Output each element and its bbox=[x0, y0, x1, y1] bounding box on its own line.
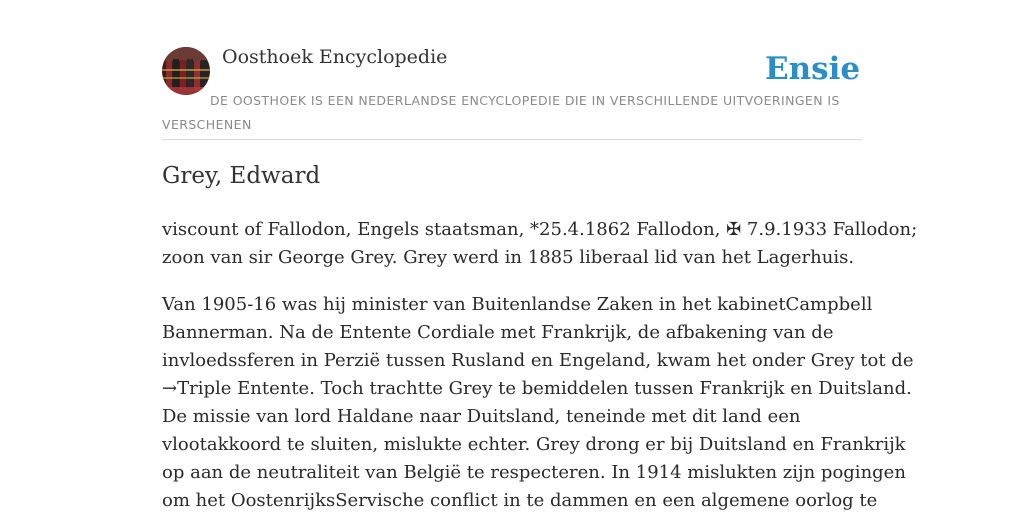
site-title[interactable]: Oosthoek Encyclopedie bbox=[222, 46, 448, 68]
paragraph-line: zoon van sir George Grey. Grey werd in 1885 liberaal lid van het Lagerhuis. bbox=[162, 247, 855, 268]
bookshelf-avatar-icon[interactable] bbox=[162, 47, 210, 95]
article-paragraph-2 bbox=[162, 291, 914, 515]
paragraph-line: Bannerman. Na de Entente Cordiale met Frankrijk, de afbakening van de bbox=[162, 322, 834, 343]
paragraph-line: vlootakkoord te sluiten, mislukte echter. Grey drong er bij Duitsland en Frankrijk bbox=[162, 434, 906, 455]
paragraph-line: →Triple Entente. Toch trachtte Grey te bemiddelen tussen Frankrijk en Duitsland. bbox=[162, 378, 912, 399]
paragraph-line: invloedssferen in Perzië tussen Rusland en Engeland, kwam het onder Grey tot de bbox=[162, 350, 914, 371]
ensie-logo[interactable]: Ensie bbox=[765, 51, 861, 87]
paragraph-line: op aan de neutraliteit van België te respecteren. In 1914 mislukten zijn pogingen bbox=[162, 462, 906, 483]
site-tagline: DE OOSTHOEK IS EEN NEDERLANDSE ENCYCLOPEDIE DIE IN VERSCHILLENDE UITVOERINGEN IS VERSCHENEN bbox=[162, 93, 840, 132]
article-title: Grey, Edward bbox=[162, 163, 321, 189]
article-paragraph-1 bbox=[162, 216, 918, 272]
paragraph-line: viscount of Fallodon, Engels staatsman, *25.4.1862 Fallodon, ✠ 7.9.1933 Fallodon; bbox=[162, 219, 918, 240]
paragraph-line: De missie van lord Haldane naar Duitsland, teneinde met dit land een bbox=[162, 406, 801, 427]
paragraph-line: om het OostenrijksServische conflict in te dammen en een algemene oorlog te bbox=[162, 490, 878, 511]
paragraph-line: Van 1905-16 was hij minister van Buitenlandse Zaken in het kabinetCampbell bbox=[162, 294, 873, 315]
header-divider bbox=[162, 139, 862, 140]
